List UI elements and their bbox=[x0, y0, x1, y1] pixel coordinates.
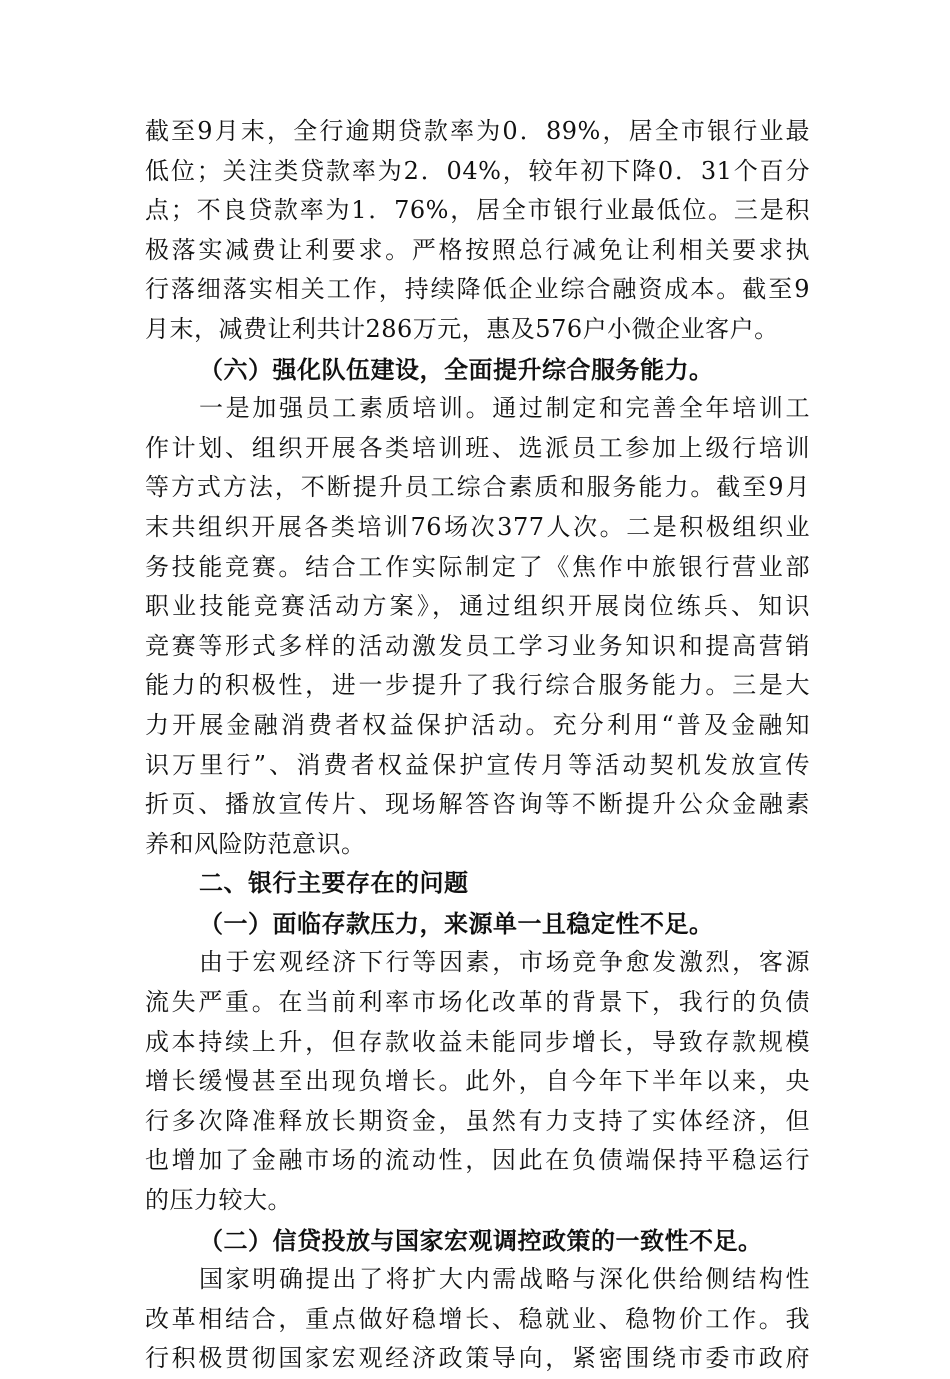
text-line: 的压力较大。 bbox=[145, 1186, 292, 1215]
text-line: 力开展金融消费者权益保护活动。充分利用“普及金融知 bbox=[145, 710, 810, 739]
text-line: 能力的积极性，进一步提升了我行综合服务能力。三是大 bbox=[145, 671, 810, 700]
text-line: 国家明确提出了将扩大内需战略与深化供给侧结构性 bbox=[199, 1265, 810, 1294]
text-line: 由于宏观经济下行等因素，市场竞争愈发激烈，客源 bbox=[199, 948, 810, 977]
text-line: 末共组织开展各类培训76场次377人次。二是积极组织业 bbox=[145, 512, 810, 541]
text-line: 一是加强员工素质培训。通过制定和完善全年培训工 bbox=[199, 394, 810, 423]
text-line: 月末，减费让利共计286万元，惠及576户小微企业客户。 bbox=[145, 314, 779, 343]
text-line: 低位；关注类贷款率为2．04%，较年初下降0．31个百分 bbox=[145, 156, 810, 185]
text-line: 增长缓慢甚至出现负增长。此外，自今年下半年以来，央 bbox=[145, 1067, 810, 1096]
text-line: 养和风险防范意识。 bbox=[145, 829, 366, 858]
text-line: 成本持续上升，但存款收益未能同步增长，导致存款规模 bbox=[145, 1027, 810, 1056]
text-line: 识万里行”、消费者权益保护宣传月等活动契机发放宣传 bbox=[145, 750, 810, 779]
text-line: 也增加了金融市场的流动性，因此在负债端保持平稳运行 bbox=[145, 1146, 810, 1175]
section-heading: 二、银行主要存在的问题 bbox=[199, 869, 469, 898]
text-line: 折页、播放宣传片、现场解答咨询等不断提升公众金融素 bbox=[145, 790, 810, 819]
document-body bbox=[145, 112, 810, 1379]
text-line: 截至9月末，全行逾期贷款率为0．89%，居全市银行业最 bbox=[145, 117, 810, 145]
text-line: 行多次降准释放长期资金，虽然有力支持了实体经济，但 bbox=[145, 1106, 810, 1135]
text-line: 等方式方法，不断提升员工综合素质和服务能力。截至9月 bbox=[145, 473, 810, 502]
section-subheading: （二）信贷投放与国家宏观调控政策的一致性不足。 bbox=[199, 1225, 763, 1255]
text-line: 务技能竞赛。结合工作实际制定了《焦作中旅银行营业部 bbox=[145, 552, 810, 581]
text-line: 改革相结合，重点做好稳增长、稳就业、稳物价工作。我 bbox=[145, 1304, 810, 1333]
text-line: 竞赛等形式多样的活动激发员工学习业务知识和提高营销 bbox=[145, 631, 810, 660]
text-line: 点；不良贷款率为1．76%，居全市银行业最低位。三是积 bbox=[145, 196, 810, 225]
text-line: 极落实减费让利要求。严格按照总行减免让利相关要求执 bbox=[145, 235, 810, 264]
text-line: 作计划、组织开展各类培训班、选派员工参加上级行培训 bbox=[145, 433, 810, 462]
text-line: 行落细落实相关工作，持续降低企业综合融资成本。截至9 bbox=[145, 275, 810, 304]
section-subheading: （六）强化队伍建设，全面提升综合服务能力。 bbox=[199, 354, 714, 384]
text-line: 职业技能竞赛活动方案》，通过组织开展岗位练兵、知识 bbox=[145, 592, 810, 621]
text-line: 流失严重。在当前利率市场化改革的背景下，我行的负债 bbox=[145, 988, 810, 1017]
text-line: 行积极贯彻国家宏观经济政策导向，紧密围绕市委市政府 bbox=[145, 1344, 810, 1373]
section-subheading: （一）面临存款压力，来源单一且稳定性不足。 bbox=[199, 908, 714, 938]
